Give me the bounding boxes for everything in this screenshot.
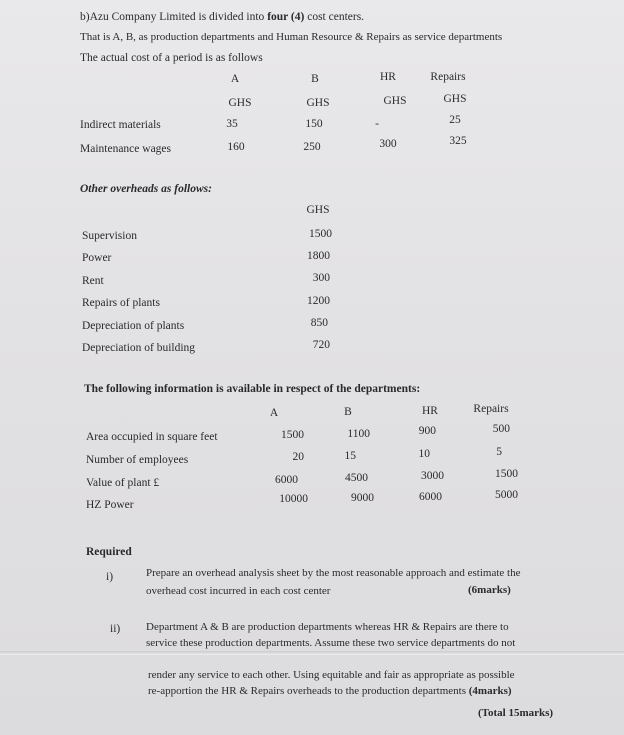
info-cell: 5 bbox=[496, 446, 502, 458]
cost-row-label: Maintenance wages bbox=[80, 143, 172, 155]
intro-bold-count: four (4) bbox=[267, 11, 305, 23]
cost-currency-a: GHS bbox=[228, 97, 252, 109]
info-cell: 900 bbox=[418, 425, 436, 437]
cost-row-label: Indirect materials bbox=[80, 119, 161, 131]
overhead-value: 720 bbox=[312, 339, 330, 351]
info-title: The following information is available in respect of the departments: bbox=[84, 383, 421, 395]
overhead-value: 1200 bbox=[307, 295, 330, 307]
cost-col-repairs: Repairs bbox=[430, 71, 466, 83]
cost-cell: - bbox=[375, 118, 379, 130]
cost-col-hr: HR bbox=[380, 71, 396, 83]
info-cell: 1500 bbox=[495, 468, 518, 480]
info-col-hr: HR bbox=[422, 405, 438, 417]
overhead-label: Power bbox=[82, 252, 112, 264]
info-cell: 6000 bbox=[419, 491, 442, 503]
info-col-a: A bbox=[269, 407, 279, 419]
info-cell: 3000 bbox=[421, 470, 444, 482]
info-cell: 20 bbox=[292, 451, 304, 463]
intro-text: b)Azu Company Limited is divided into bbox=[80, 11, 268, 23]
intro-line-3: The actual cost of a period is as follows bbox=[80, 52, 263, 64]
required-title: Required bbox=[86, 546, 132, 558]
overhead-label: Depreciation of building bbox=[82, 342, 196, 354]
info-row-label: Area occupied in square feet bbox=[86, 431, 218, 443]
cost-currency-hr: GHS bbox=[383, 95, 407, 107]
question-1-marks: (6marks) bbox=[468, 584, 511, 596]
question-2-line-3: render any service to each other. Using equitable and fair as appropriate as possible bbox=[148, 669, 515, 681]
question-2-line-4-text: re-apportion the HR & Repairs overheads to the production departments bbox=[148, 685, 469, 697]
question-1-line-1: Prepare an overhead analysis sheet by the most reasonable approach and estimate the bbox=[146, 567, 521, 579]
question-2-line-1: Department A & B are production departments whereas HR & Repairs are there to bbox=[146, 621, 509, 633]
intro-line-1 bbox=[80, 10, 364, 24]
cost-cell: 35 bbox=[226, 118, 238, 130]
overhead-value: 850 bbox=[310, 317, 328, 329]
overhead-label: Depreciation of plants bbox=[82, 320, 185, 332]
cost-cell: 300 bbox=[379, 138, 397, 150]
cost-currency-repairs: GHS bbox=[443, 93, 467, 105]
info-cell: 15 bbox=[344, 450, 356, 462]
info-cell: 500 bbox=[492, 423, 510, 435]
question-1-number: i) bbox=[106, 571, 114, 583]
info-cell: 10 bbox=[418, 448, 430, 460]
overhead-label: Supervision bbox=[82, 230, 137, 242]
question-2-marks: (4marks) bbox=[468, 685, 512, 697]
paper-fold bbox=[0, 651, 624, 655]
overhead-value: 1500 bbox=[309, 228, 332, 240]
info-row-label: Value of plant £ bbox=[86, 477, 160, 489]
question-2-line-4 bbox=[148, 684, 512, 698]
cost-cell: 25 bbox=[449, 114, 461, 126]
info-col-b: B bbox=[344, 406, 352, 418]
question-2-number: ii) bbox=[110, 623, 121, 635]
info-row-label: HZ Power bbox=[86, 499, 134, 511]
total-marks: (Total 15marks) bbox=[478, 707, 554, 719]
cost-currency-b: GHS bbox=[306, 97, 330, 109]
info-cell: 1100 bbox=[347, 428, 370, 440]
cost-cell: 150 bbox=[305, 118, 323, 130]
info-cell: 6000 bbox=[275, 474, 298, 486]
info-col-repairs: Repairs bbox=[473, 403, 509, 415]
intro-suffix: cost centers. bbox=[304, 11, 365, 23]
cost-cell: 160 bbox=[227, 141, 245, 153]
overhead-label: Rent bbox=[82, 275, 104, 287]
info-cell: 4500 bbox=[345, 472, 368, 484]
overhead-label: Repairs of plants bbox=[82, 297, 160, 309]
info-row-label: Number of employees bbox=[86, 454, 189, 466]
intro-line-2: That is A, B, as production departments and Human Resource & Repairs as service departments bbox=[80, 31, 503, 43]
question-1-line-2: overhead cost incurred in each cost center bbox=[146, 585, 331, 597]
info-cell: 1500 bbox=[281, 429, 304, 441]
info-cell: 10000 bbox=[279, 493, 308, 505]
cost-col-b: B bbox=[311, 73, 319, 85]
cost-col-a: A bbox=[230, 73, 240, 85]
info-cell: 5000 bbox=[495, 489, 518, 501]
cost-cell: 325 bbox=[449, 135, 467, 147]
info-cell: 9000 bbox=[351, 492, 374, 504]
cost-cell: 250 bbox=[303, 141, 321, 153]
overheads-currency: GHS bbox=[306, 204, 330, 216]
overhead-value: 300 bbox=[312, 272, 330, 284]
overhead-value: 1800 bbox=[307, 250, 330, 262]
overheads-title: Other overheads as follows: bbox=[80, 183, 212, 195]
question-2-line-2: service these production departments. Assume these two service departments do not bbox=[146, 637, 516, 649]
